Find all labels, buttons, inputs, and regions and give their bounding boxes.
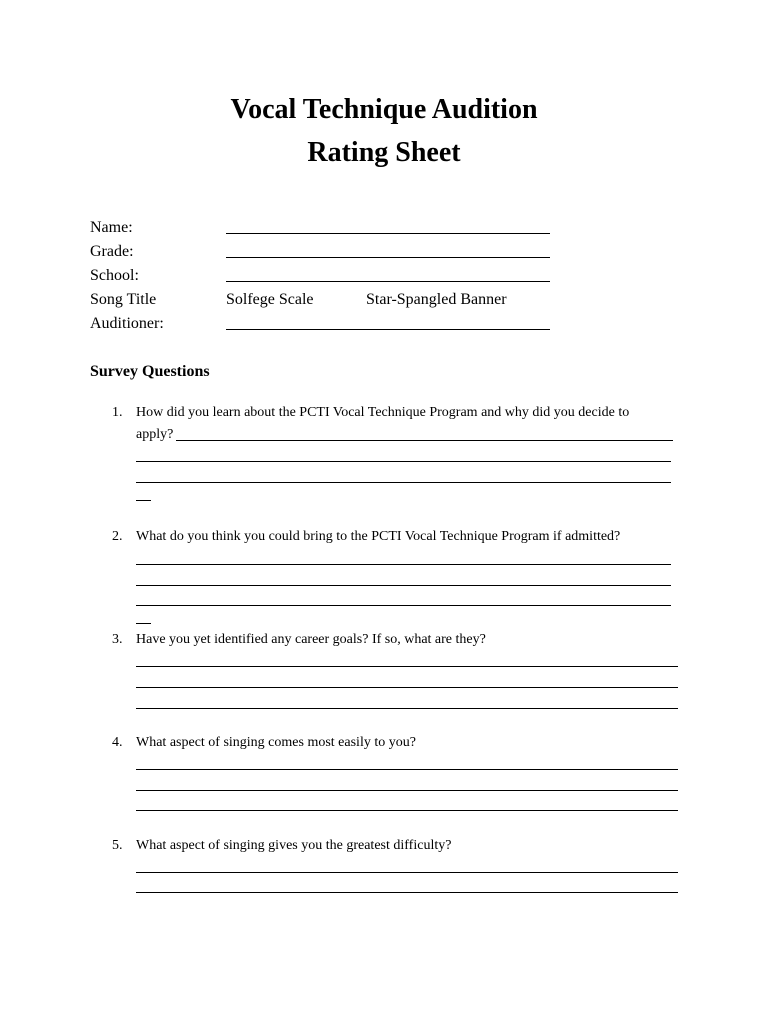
page-title: Vocal Technique Audition bbox=[230, 94, 538, 125]
question-text: What aspect of singing comes most easily to you? bbox=[136, 735, 416, 750]
grade-field[interactable] bbox=[226, 257, 550, 258]
name-label: Name: bbox=[90, 219, 133, 236]
question-text: How did you learn about the PCTI Vocal Technique Program and why did you decide to bbox=[136, 405, 630, 420]
name-field[interactable] bbox=[226, 233, 550, 234]
answer-line[interactable] bbox=[136, 461, 671, 462]
school-label: School: bbox=[90, 267, 139, 284]
question-number: 1. bbox=[112, 405, 123, 420]
answer-line[interactable] bbox=[136, 810, 678, 811]
answer-line[interactable] bbox=[136, 564, 671, 565]
answer-line-end[interactable] bbox=[136, 500, 151, 501]
answer-line[interactable] bbox=[136, 892, 678, 893]
grade-row bbox=[90, 242, 570, 264]
question-text: What aspect of singing gives you the greatest difficulty? bbox=[136, 838, 452, 853]
school-row bbox=[90, 266, 570, 288]
page-subtitle: Rating Sheet bbox=[307, 137, 461, 168]
question-number: 4. bbox=[112, 735, 123, 750]
question-text: Have you yet identified any career goals? If so, what are they? bbox=[136, 632, 486, 647]
answer-line-end[interactable] bbox=[136, 623, 151, 624]
question-text-continued: apply? bbox=[136, 427, 174, 442]
question-number: 3. bbox=[112, 632, 123, 647]
answer-line[interactable] bbox=[136, 687, 678, 688]
answer-line[interactable] bbox=[136, 769, 678, 770]
question-number: 2. bbox=[112, 529, 123, 544]
answer-line[interactable] bbox=[136, 872, 678, 873]
grade-label: Grade: bbox=[90, 243, 134, 260]
answer-line[interactable] bbox=[136, 482, 671, 483]
answer-line[interactable] bbox=[136, 585, 671, 586]
answer-line[interactable] bbox=[136, 790, 678, 791]
song-option-anthem[interactable]: Star-Spangled Banner bbox=[366, 291, 507, 308]
answer-line[interactable] bbox=[176, 440, 673, 441]
song-title-row bbox=[90, 290, 570, 312]
answer-line[interactable] bbox=[136, 605, 671, 606]
name-row bbox=[90, 218, 570, 240]
answer-line[interactable] bbox=[136, 666, 678, 667]
question-number: 5. bbox=[112, 838, 123, 853]
school-field[interactable] bbox=[226, 281, 550, 282]
song-option-solfege[interactable]: Solfege Scale bbox=[226, 291, 314, 308]
answer-line[interactable] bbox=[136, 708, 678, 709]
survey-heading: Survey Questions bbox=[90, 363, 210, 380]
auditioner-row bbox=[90, 314, 570, 336]
auditioner-field[interactable] bbox=[226, 329, 550, 330]
question-text: What do you think you could bring to the PCTI Vocal Technique Program if admitted? bbox=[136, 529, 621, 544]
auditioner-label: Auditioner: bbox=[90, 315, 164, 332]
song-title-label: Song Title bbox=[90, 291, 157, 308]
